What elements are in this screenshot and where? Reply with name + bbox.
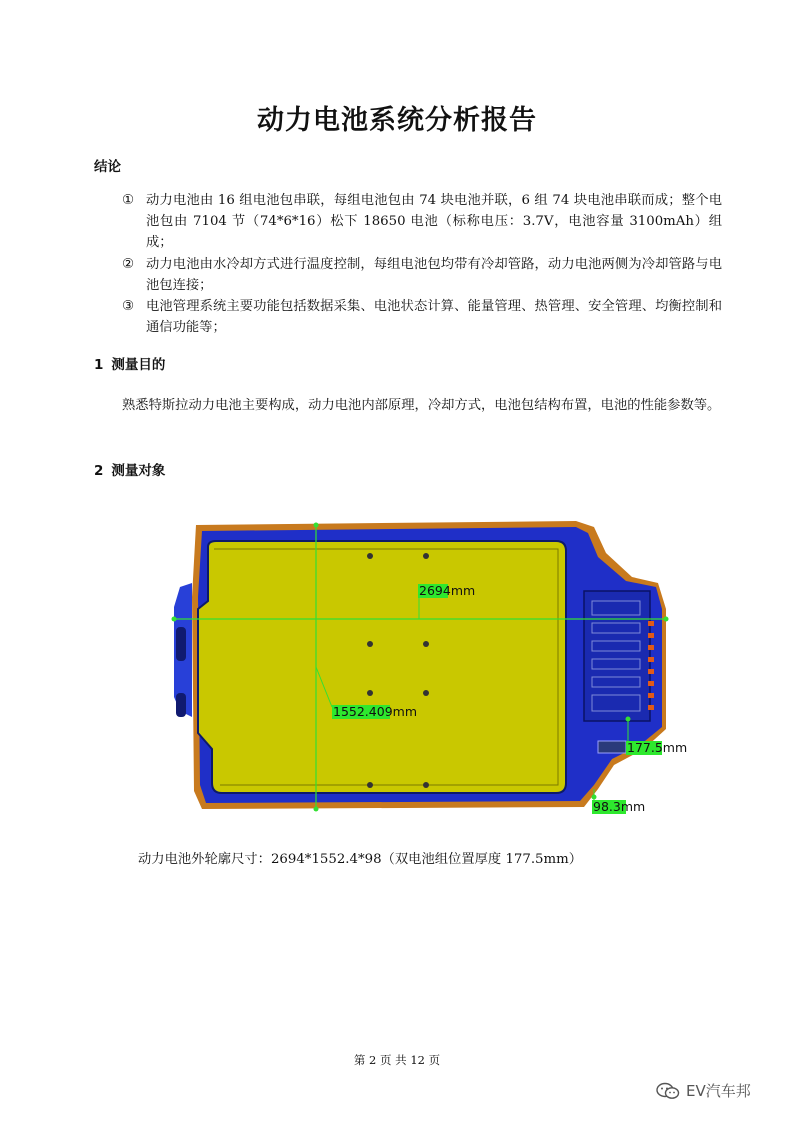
battery-cell-area bbox=[198, 541, 566, 793]
item-marker: ③ bbox=[122, 299, 134, 314]
document-title: 动力电池系统分析报告 bbox=[257, 105, 537, 136]
length-measurement-label: 2694mm bbox=[419, 583, 476, 598]
section-title: 测量对象 bbox=[111, 463, 166, 479]
left-connector-port bbox=[176, 693, 186, 717]
battery-pack-figure bbox=[136, 497, 688, 822]
item-text: 电池管理系统主要功能包括数据采集、电池状态计算、能量管理、热管理、安全管理、均衡控制和通信功能等； bbox=[146, 299, 722, 335]
conclusion-heading: 结论 bbox=[94, 159, 121, 175]
left-connector-port bbox=[176, 627, 186, 661]
figure-caption: 动力电池外轮廓尺寸：2694*1552.4*98（双电池组位置厚度 177.5mm） bbox=[138, 852, 583, 867]
conclusion-item-1 bbox=[122, 190, 722, 253]
section-1-paragraph: 熟悉特斯拉动力电池主要构成，动力电池内部原理，冷却方式，电池包结构布置，电池的性能参数等。 bbox=[122, 398, 721, 413]
wechat-icon bbox=[656, 1082, 680, 1100]
watermark-text: EV汽车邦 bbox=[686, 1082, 751, 1100]
pack-label bbox=[598, 741, 626, 753]
section-number: 2 bbox=[94, 463, 104, 479]
item-marker: ① bbox=[122, 193, 134, 208]
conclusion-item-2 bbox=[122, 254, 722, 296]
item-text: 动力电池由 16 组电池包串联，每组电池包由 74 块电池并联，6 组 74 块电池串联而成；整个电池包由 7104 节（74*6*16）松下 18650 电池（标称电压：3.7V，电池容量 3100mAh）组成； bbox=[146, 193, 722, 250]
conclusion-item-3 bbox=[122, 296, 722, 338]
page-footer: 第 2 页 共 12 页 bbox=[353, 1053, 441, 1067]
section-2-heading bbox=[94, 459, 165, 479]
thickness-measurement-label: 98.3mm bbox=[593, 799, 646, 814]
pack-thickness-label: 177.5mm bbox=[627, 740, 688, 755]
width-measurement-label: 1552.409mm bbox=[333, 704, 418, 719]
section-1-heading bbox=[94, 353, 165, 373]
section-number: 1 bbox=[94, 357, 104, 373]
item-marker: ② bbox=[122, 257, 134, 272]
section-title: 测量目的 bbox=[111, 357, 166, 373]
watermark bbox=[656, 1080, 751, 1101]
item-text: 动力电池由水冷却方式进行温度控制，每组电池包均带有冷却管路，动力电池两侧为冷却管路与电池包连接； bbox=[146, 257, 722, 293]
